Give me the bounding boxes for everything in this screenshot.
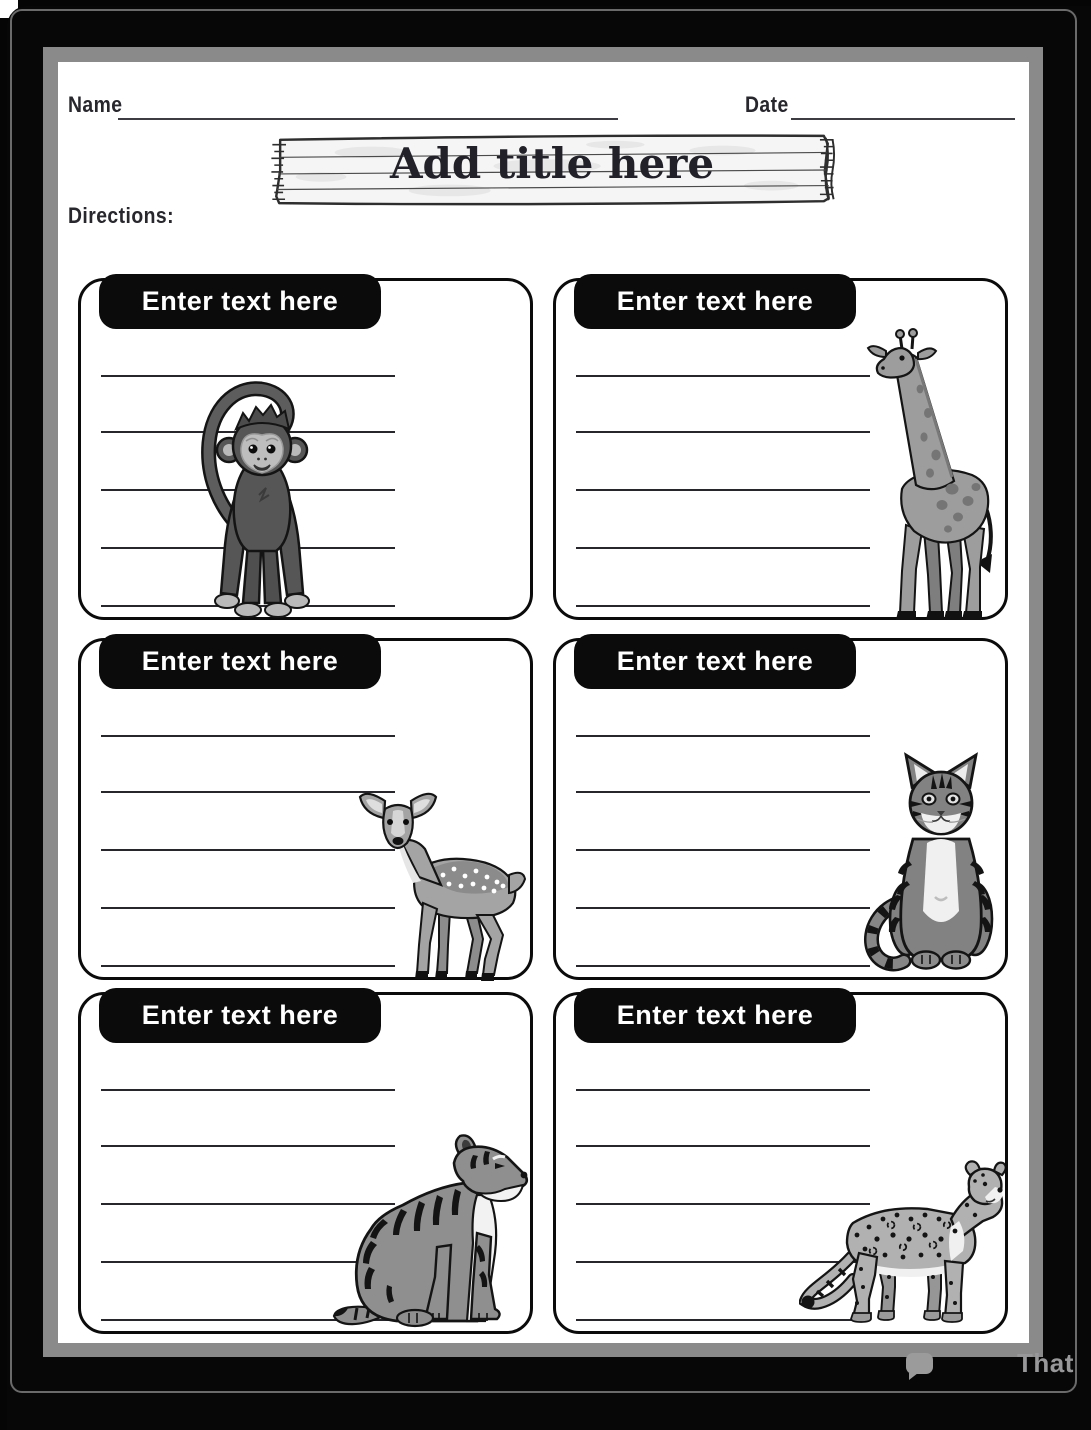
writing-line	[101, 1089, 395, 1091]
animal-card-leopard	[553, 992, 1008, 1334]
writing-line	[576, 375, 870, 377]
text-placeholder-pill[interactable]: Enter text here	[99, 988, 381, 1043]
writing-line	[576, 849, 870, 851]
animal-card-tiger	[78, 992, 533, 1334]
giraffe-illustration[interactable]	[856, 327, 1004, 623]
animal-card-giraffe	[553, 278, 1008, 620]
speech-bubble-icon	[906, 1353, 933, 1374]
text-placeholder-pill[interactable]: Enter text here	[574, 988, 856, 1043]
writing-line	[576, 965, 870, 967]
text-placeholder-pill[interactable]: Enter text here	[99, 274, 381, 329]
name-line	[118, 118, 618, 120]
writing-line	[101, 849, 395, 851]
tiger-illustration[interactable]	[327, 1125, 534, 1337]
monkey-illustration[interactable]	[186, 353, 324, 621]
leopard-illustration[interactable]	[799, 1157, 1005, 1329]
writing-line	[101, 907, 395, 909]
writing-line	[576, 791, 870, 793]
writing-line	[101, 965, 395, 967]
writing-line	[576, 1089, 870, 1091]
name-label: Name	[68, 92, 123, 117]
animal-card-cat	[553, 638, 1008, 980]
date-line	[791, 118, 1015, 120]
writing-line	[576, 431, 870, 433]
title-sign[interactable]	[258, 132, 846, 208]
text-placeholder-pill[interactable]: Enter text here	[574, 634, 856, 689]
writing-line	[576, 547, 870, 549]
tabby-cat-illustration[interactable]	[859, 749, 1001, 975]
text-placeholder-pill[interactable]: Enter text here	[574, 274, 856, 329]
writing-line	[576, 735, 870, 737]
writing-line	[576, 605, 870, 607]
animal-card-monkey	[78, 278, 533, 620]
animal-card-deer	[78, 638, 533, 980]
text-placeholder-pill[interactable]: Enter text here	[99, 634, 381, 689]
writing-line	[576, 1145, 870, 1147]
writing-line	[576, 907, 870, 909]
writing-line	[101, 791, 395, 793]
directions-label: Directions:	[68, 203, 174, 228]
worksheet-page	[58, 62, 1029, 1343]
writing-line	[101, 735, 395, 737]
writing-line	[576, 489, 870, 491]
deer-fawn-illustration[interactable]	[357, 787, 527, 981]
date-label: Date	[745, 92, 789, 117]
brand-text: That	[1017, 1348, 1074, 1378]
title-text[interactable]: Add title here	[389, 139, 715, 188]
